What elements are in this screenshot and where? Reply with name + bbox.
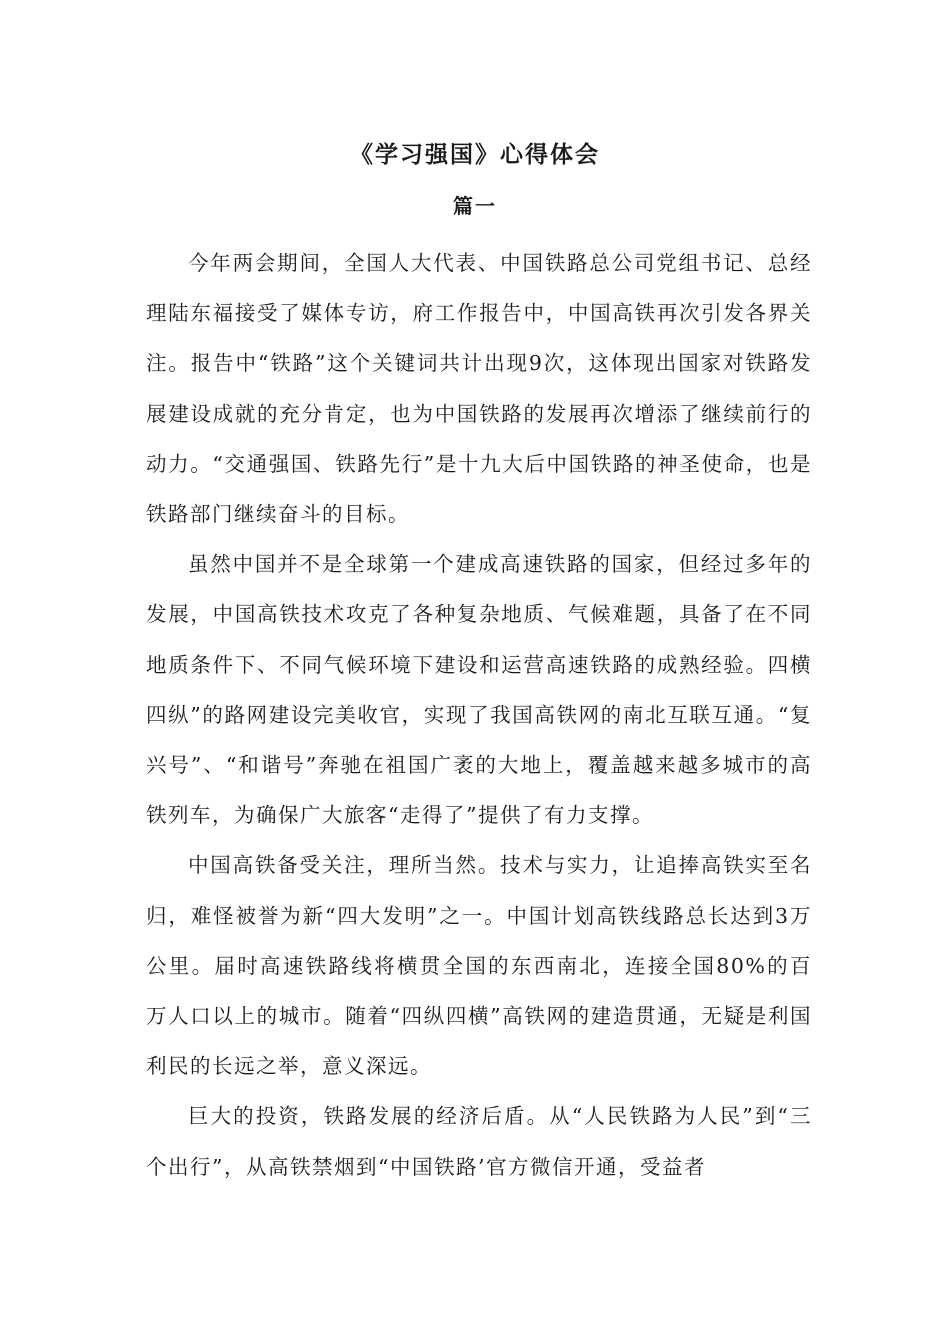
document-body	[146, 238, 812, 1192]
paragraph: 今年两会期间，全国人大代表、中国铁路总公司党组书记、总经理陆东福接受了媒体专访，府工作报告中，中国高铁再次引发各界关注。报告中“铁路”这个关键词共计出现9次，这体现出国家对铁路发展建设成就的充分肯定，也为中国铁路的发展再次增添了继续前行的动力。“交通强国、铁路先行”是十九大后中国铁路的神圣使命，也是铁路部门继续奋斗的目标。	[146, 251, 812, 527]
document-title: 《学习强国》心得体会	[350, 141, 600, 168]
paragraph: 中国高铁备受关注，理所当然。技术与实力，让追捧高铁实至名归，难怪被誉为新“四大发明”之一。中国计划高铁线路总长达到3万公里。届时高速铁路线将横贯全国的东西南北，连接全国80%的百万人口以上的城市。随着“四纵四横”高铁网的建造贯通，无疑是利国利民的长远之举，意义深远。	[146, 853, 812, 1079]
paragraph: 巨大的投资，铁路发展的经济后盾。从“人民铁路为人民”到“三个出行”，从高铁禁烟到“中国铁路’官方微信开通，受益者	[146, 1104, 812, 1179]
paragraph: 虽然中国并不是全球第一个建成高速铁路的国家，但经过多年的发展，中国高铁技术攻克了各种复杂地质、气候难题，具备了在不同地质条件下、不同气候环境下建设和运营高速铁路的成熟经验。四横四纵”的路网建设完美收官，实现了我国高铁网的南北互联互通。“复兴号”、“和谐号”奔驰在祖国广袤的大地上，覆盖越来越多城市的高铁列车，为确保广大旅客“走得了”提供了有力支撑。	[146, 552, 812, 828]
document-subtitle: 篇一	[453, 194, 497, 218]
